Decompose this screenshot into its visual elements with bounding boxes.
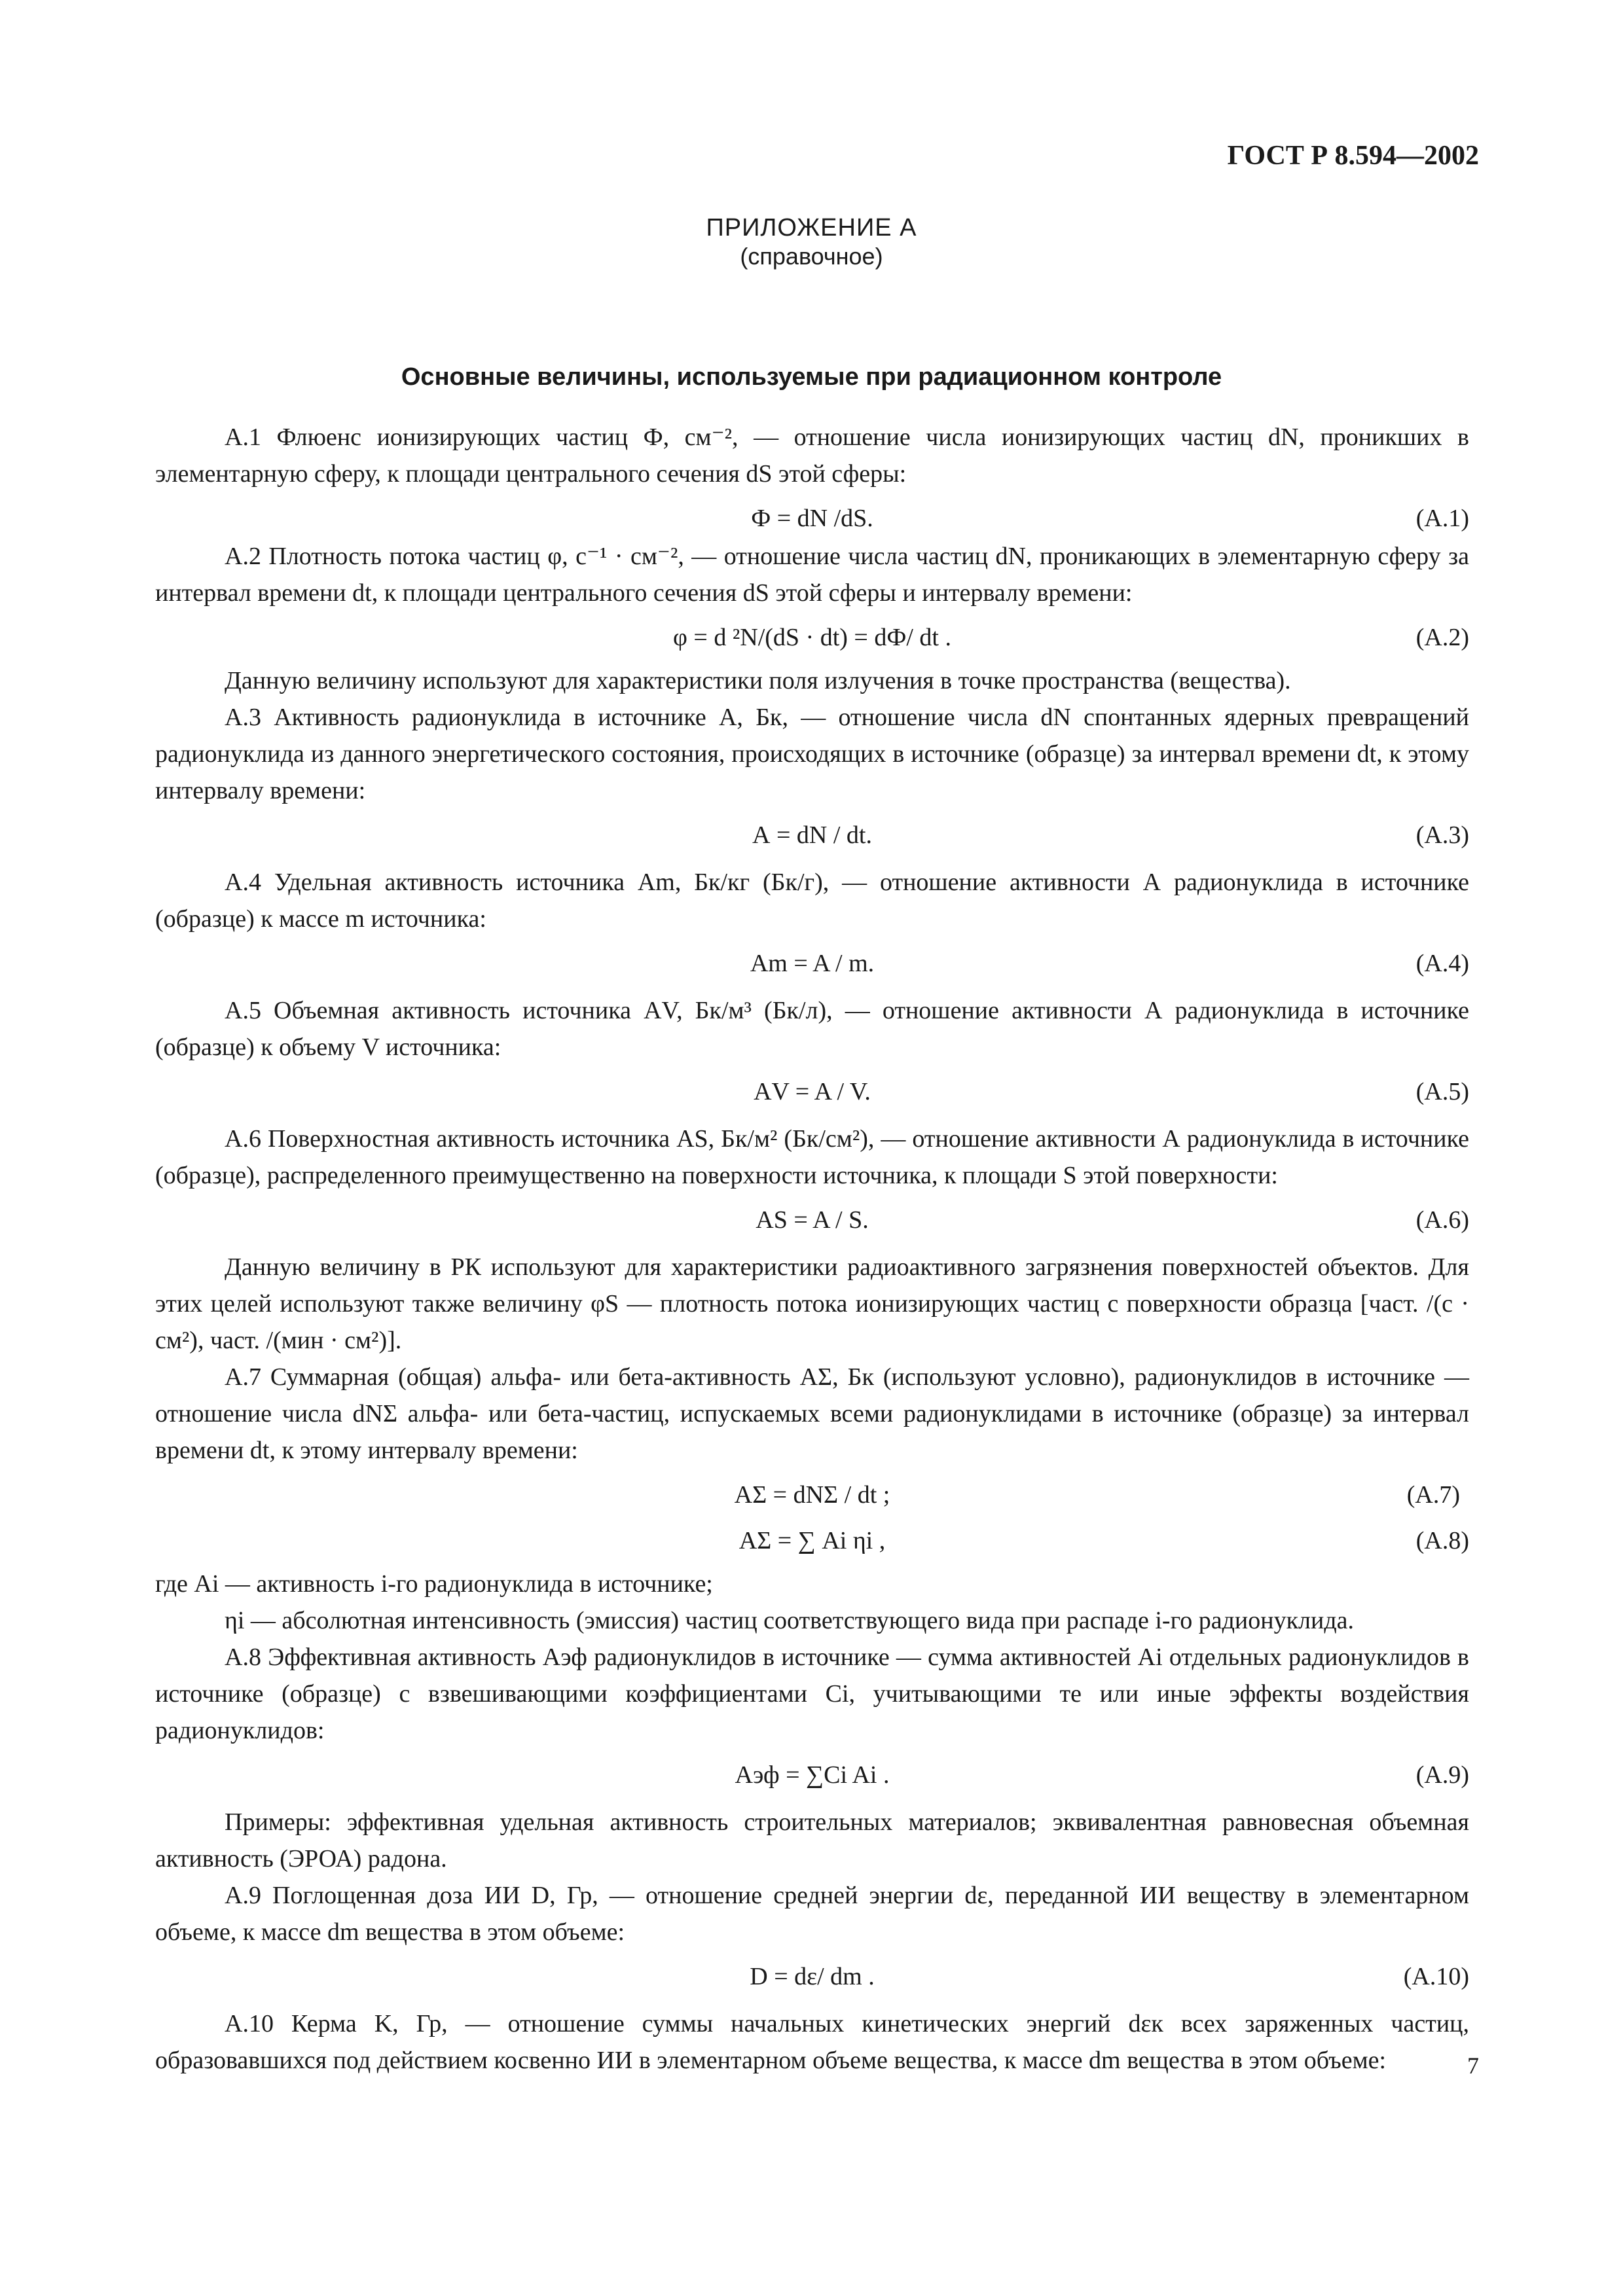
formula-expression: АΣ = dNΣ / dt ;: [734, 1481, 890, 1509]
paragraph-a6: А.6 Поверхностная активность источника АS, Бк/м² (Бк/см²), — отношение активности А радионуклида в источнике (образце), распределенного преимущественно на поверхности источника, к площади S этой поверхности:: [155, 1125, 1469, 1189]
formula-expression: АS = A / S.: [756, 1206, 869, 1234]
paragraph-a10: А.10 Керма K, Гр, — отношение суммы начальных кинетических энергий dεк всех заряженных частиц, образовавшихся под действием косвенно ИИ в элементарном объеме вещества, к массе dm вещества в этом объеме:: [155, 2010, 1469, 2074]
formula-expression: АΣ = ∑ Ai ηi ,: [739, 1527, 886, 1554]
formula-number: (А.5): [1415, 1078, 1469, 1105]
document-body: [155, 419, 1469, 2079]
formula-a10: [155, 1950, 1469, 2005]
page-number: 7: [1467, 2053, 1479, 2079]
formula-number: (А.4): [1415, 950, 1469, 977]
formula-a2: [155, 611, 1469, 662]
formula-a4: [155, 937, 1469, 992]
formula-number: (А.7): [1406, 1481, 1460, 1509]
formula-number: (А.1): [1415, 505, 1469, 532]
formula-number: (А.2): [1415, 624, 1469, 651]
appendix-type: (справочное): [740, 243, 883, 270]
paragraph-a8: А.8 Эффективная активность Аэф радионуклидов в источнике — сумма активностей Аi отдельных радионуклидов в источнике (образце) с взвешивающими коэффициентами Ci, учитывающими те или иные эффекты воздействия радионуклидов:: [155, 1643, 1469, 1744]
formula-a8: [155, 1515, 1469, 1566]
formula-a6: [155, 1194, 1469, 1249]
formula-expression: Ф = dN /dS.: [751, 505, 873, 532]
formula-expression: D = dε/ dm .: [750, 1963, 875, 1990]
formula-a5: [155, 1066, 1469, 1121]
paragraph-a3: А.3 Активность радионуклида в источнике А, Бк, — отношение числа dN спонтанных ядерных превращений радионуклида из данного энергетического состояния, происходящих в источнике (образце) за интервал времени dt, к этому интервалу времени:: [155, 704, 1469, 804]
formula-a7: [155, 1469, 1469, 1515]
paragraph-a2-note: Данную величину используют для характеристики поля излучения в точке пространства (вещества).: [225, 667, 1291, 694]
paragraph-a4: А.4 Удельная активность источника Аm, Бк/кг (Бк/г), — отношение активности А радионуклида в источнике (образце) к массе m источника:: [155, 869, 1469, 933]
formula-number: (А.9): [1415, 1761, 1469, 1789]
standard-number: ГОСТ Р 8.594—2002: [1227, 141, 1479, 171]
formula-a9: [155, 1749, 1469, 1804]
formula-expression: А = dN / dt.: [752, 821, 872, 849]
formula-expression: Аэф = ∑Ci Ai .: [735, 1761, 890, 1789]
formula-number: (А.8): [1415, 1527, 1469, 1554]
formula-number: (А.10): [1403, 1963, 1469, 1990]
formula-number: (А.3): [1415, 821, 1469, 849]
appendix-label: ПРИЛОЖЕНИЕ А: [706, 214, 917, 242]
formula-number: (А.6): [1415, 1206, 1469, 1234]
formula-expression: Аm = A / m.: [750, 950, 875, 977]
formula-expression: АV = A / V.: [754, 1078, 871, 1105]
paragraph-a1: А.1 Флюенс ионизирующих частиц Ф, см⁻², — отношение числа ионизирующих частиц dN, проникших в элементарную сферу, к площади центрального сечения dS этой сферы:: [155, 423, 1469, 488]
formula-expression: φ = d ²N/(dS · dt) = dФ/ dt .: [673, 624, 951, 651]
examples-paragraph: Примеры: эффективная удельная активность строительных материалов; эквивалентная равновесная объемная активность (ЭРОА) радона.: [155, 1808, 1469, 1873]
section-title: Основные величины, используемые при радиационном контроле: [401, 363, 1222, 391]
paragraph-a2: А.2 Плотность потока частиц φ, с⁻¹ · см⁻², — отношение числа частиц dN, проникающих в элементарную сферу за интервал времени dt, к площади центрального сечения dS этой сферы и интервалу времени:: [155, 543, 1469, 607]
paragraph-a6-note: Данную величину в РК используют для характеристики радиоактивного загрязнения поверхностей объектов. Для этих целей используют также величину φS — плотность потока ионизирующих частиц с поверхности образца [част. /(с · см²), част. /(мин · см²)].: [155, 1253, 1469, 1354]
where-clause-eta: ηi — абсолютная интенсивность (эмиссия) частиц соответствующего вида при распаде i-го радионуклида.: [225, 1607, 1355, 1634]
paragraph-a9: А.9 Поглощенная доза ИИ D, Гр, — отношение средней энергии dε, переданной ИИ веществу в элементарном объеме, к массе dm вещества в этом объеме:: [155, 1882, 1469, 1946]
formula-a3: [155, 809, 1469, 864]
paragraph-a5: А.5 Объемная активность источника АV, Бк/м³ (Бк/л), — отношение активности А радионуклида в источнике (образце) к объему V источника:: [155, 997, 1469, 1061]
where-clause-ai: где Ai — активность i-го радионуклида в источнике;: [155, 1570, 713, 1598]
formula-a1: [155, 492, 1469, 538]
paragraph-a7: А.7 Суммарная (общая) альфа- или бета-активность АΣ, Бк (используют условно), радионуклидов в источнике — отношение числа dNΣ альфа- или бета-частиц, испускаемых всеми радионуклидами в источнике (образце) за интервал времени dt, к этому интервалу времени:: [155, 1363, 1469, 1464]
